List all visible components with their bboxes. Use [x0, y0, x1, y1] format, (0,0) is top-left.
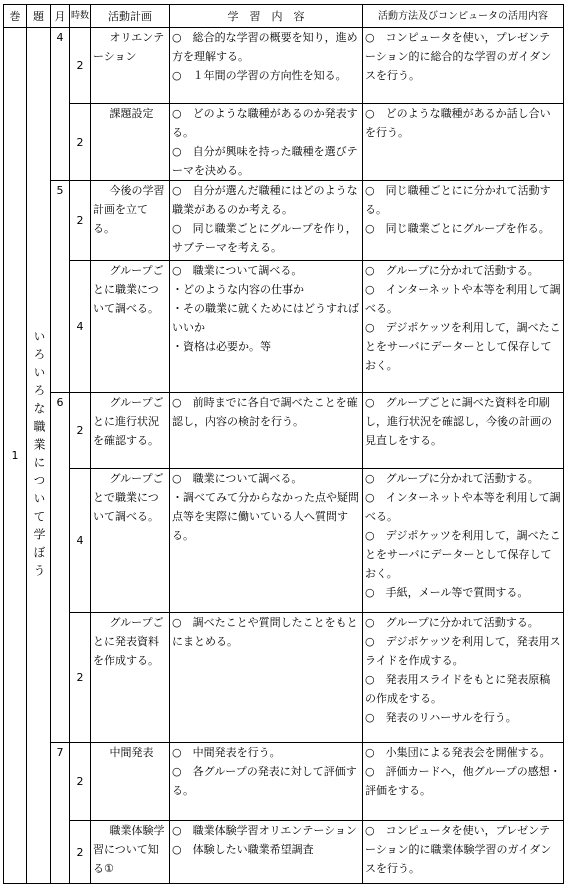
hours-cell: 2 [70, 28, 91, 104]
table-row [4, 469, 564, 613]
method-line: ○ デジポケッツを利用して，発表用スライドを作成する。 [365, 635, 561, 667]
method-line: ○ インターネットや本等を利用して調べる。 [365, 491, 561, 523]
header-method: 活動方法及びコンピュータの活用内容 [363, 5, 564, 28]
header-month: 月 [51, 5, 70, 28]
content-line: ○ どのような職種があるのか発表する。 [172, 107, 358, 139]
content-line: ○ 前時までに各自で調べたことを確認し，内容の検討を行う。 [172, 396, 358, 428]
hours-cell: 2 [70, 393, 91, 469]
method-line: ○ デジポケッツを利用して，調べたことをサーバにデーターとして保存しておく。 [365, 529, 561, 580]
hours-cell: 2 [70, 181, 91, 261]
plan-cell: 中間発表 [91, 743, 170, 821]
hours-cell: 2 [70, 821, 91, 884]
method-line: ○ グループごとに調べた資料を印刷し，進行状況を確認し，今後の計画の見直しをする。 [365, 396, 552, 447]
table-row [4, 393, 564, 469]
method-line: ○ インターネットや本等を利用して調べる。 [365, 283, 561, 315]
content-cell [170, 393, 363, 469]
content-line: ○ 体験したい職業希望調査 [172, 843, 314, 856]
content-line: ○ １年間の学習の方向性を知る。 [172, 69, 347, 82]
table-row [4, 261, 564, 393]
header-theme: 題 [27, 5, 51, 28]
method-cell [363, 613, 564, 743]
hours-cell: 2 [70, 613, 91, 743]
unit-title: いろいろな職業について学ぼう [32, 329, 46, 582]
content-cell [170, 181, 363, 261]
content-line: ○ 自分が興味を持った職種を選びテーマを決める。 [172, 145, 358, 177]
method-line: ○ グループに分かれて活動する。 [365, 472, 539, 485]
plan-cell: 今後の学習計画を立てる。 [91, 181, 170, 261]
plan-cell: オリエンテーション [91, 28, 170, 104]
header-hours: 時数 [70, 5, 91, 28]
content-cell [170, 261, 363, 393]
content-line: ○ 各グループの発表に対して評価する。 [172, 765, 357, 797]
method-line: ○ グループに分かれて活動する。 [365, 616, 539, 629]
month-cell: 6 [51, 393, 70, 743]
method-line: ○ 発表のリハーサルを行う。 [365, 711, 517, 724]
table-row [4, 821, 564, 884]
method-line: ○ 小集団による発表会を開催する。 [365, 746, 551, 759]
header-plan: 活動計画 [91, 5, 170, 28]
content-cell [170, 469, 363, 613]
table-row [4, 181, 564, 261]
table-row [4, 28, 564, 104]
hours-cell: 4 [70, 261, 91, 393]
content-line: ・その職業に就くためにはどうすればいいか [172, 302, 359, 334]
method-cell [363, 743, 564, 821]
content-line: ・調べてみて分からなかった点や疑問点等を実際に働いている人へ質問する。 [172, 491, 359, 542]
method-cell [363, 104, 564, 181]
method-line: ○ グループに分かれて活動する。 [365, 264, 539, 277]
method-cell [363, 821, 564, 884]
method-line: ○ 発表用スライドをもとに発表原稿の作成をする。 [365, 673, 551, 705]
method-cell [363, 261, 564, 393]
content-line: ○ 総合的な学習の概要を知り，進め方を理解する。 [172, 31, 358, 63]
hours-cell: 2 [70, 743, 91, 821]
content-cell [170, 104, 363, 181]
month-cell: 5 [51, 181, 70, 393]
method-line: ○ どのような職種があるか話し合いを行う。 [365, 107, 551, 139]
unit-number: 1 [4, 28, 27, 884]
content-line: ○ 職業体験学習オリエンテーション [172, 824, 357, 837]
content-line: ○ 職業について調べる。 [172, 472, 303, 485]
content-line: ・資格は必要か。等 [172, 340, 271, 353]
header-content: 学 習 内 容 [170, 5, 363, 28]
plan-cell: 職業体験学習について知る① [91, 821, 170, 884]
method-cell [363, 469, 564, 613]
month-cell: 7 [51, 743, 70, 884]
plan-cell: グループごとに職業について調べる。 [91, 261, 170, 393]
content-line: ○ 自分が選んだ職種にはどのような職業があるのか考える。 [172, 184, 358, 216]
method-line: ○ 評価カードへ，他グループの感想・評価をする。 [365, 765, 561, 797]
content-cell [170, 28, 363, 104]
content-line: ○ 同じ職業ごとにグループを作り，サブテーマを考える。 [172, 222, 357, 254]
method-line: ○ 同じ職業ごとにグループを作る。 [365, 222, 550, 235]
content-line: ○ 中間発表を行う。 [172, 746, 281, 759]
table-row [4, 743, 564, 821]
content-cell [170, 821, 363, 884]
plan-cell: グループごとに発表資料を作成する。 [91, 613, 170, 743]
content-cell [170, 613, 363, 743]
method-line: ○ コンピュータを使い，プレゼンテーション的に職業体験学習のガイダンスを行う。 [365, 824, 552, 875]
method-line: ○ コンピュータを使い，プレゼンテーション的に総合的な学習のガイダンスを行う。 [365, 31, 552, 82]
method-cell [363, 181, 564, 261]
plan-cell: グループごとで職業について調べる。 [91, 469, 170, 613]
plan-cell: グループごとに進行状況を確認する。 [91, 393, 170, 469]
hours-cell: 4 [70, 469, 91, 613]
unit-theme-cell [27, 28, 51, 884]
content-line: ○ 調べたことや質問したことをもとにまとめる。 [172, 616, 358, 648]
plan-cell: 課題設定 [91, 104, 170, 181]
activity-plan-table [3, 4, 564, 884]
method-line: ○ 同じ職種ごとにに分かれて活動する。 [365, 184, 551, 216]
table-row [4, 104, 564, 181]
month-cell: 4 [51, 28, 70, 181]
content-cell [170, 743, 363, 821]
table-row [4, 613, 564, 743]
method-line: ○ 手紙，メール等で質問する。 [365, 586, 529, 599]
header-row [4, 5, 564, 28]
hours-cell: 2 [70, 104, 91, 181]
header-vol: 巻 [4, 5, 27, 28]
method-line: ○ デジポケッツを利用して，調べたことをサーバにデーターとして保存しておく。 [365, 321, 561, 372]
content-line: ○ 職業について調べる。 [172, 264, 303, 277]
method-cell [363, 393, 564, 469]
content-line: ・どのような内容の仕事か [172, 283, 304, 296]
method-cell [363, 28, 564, 104]
